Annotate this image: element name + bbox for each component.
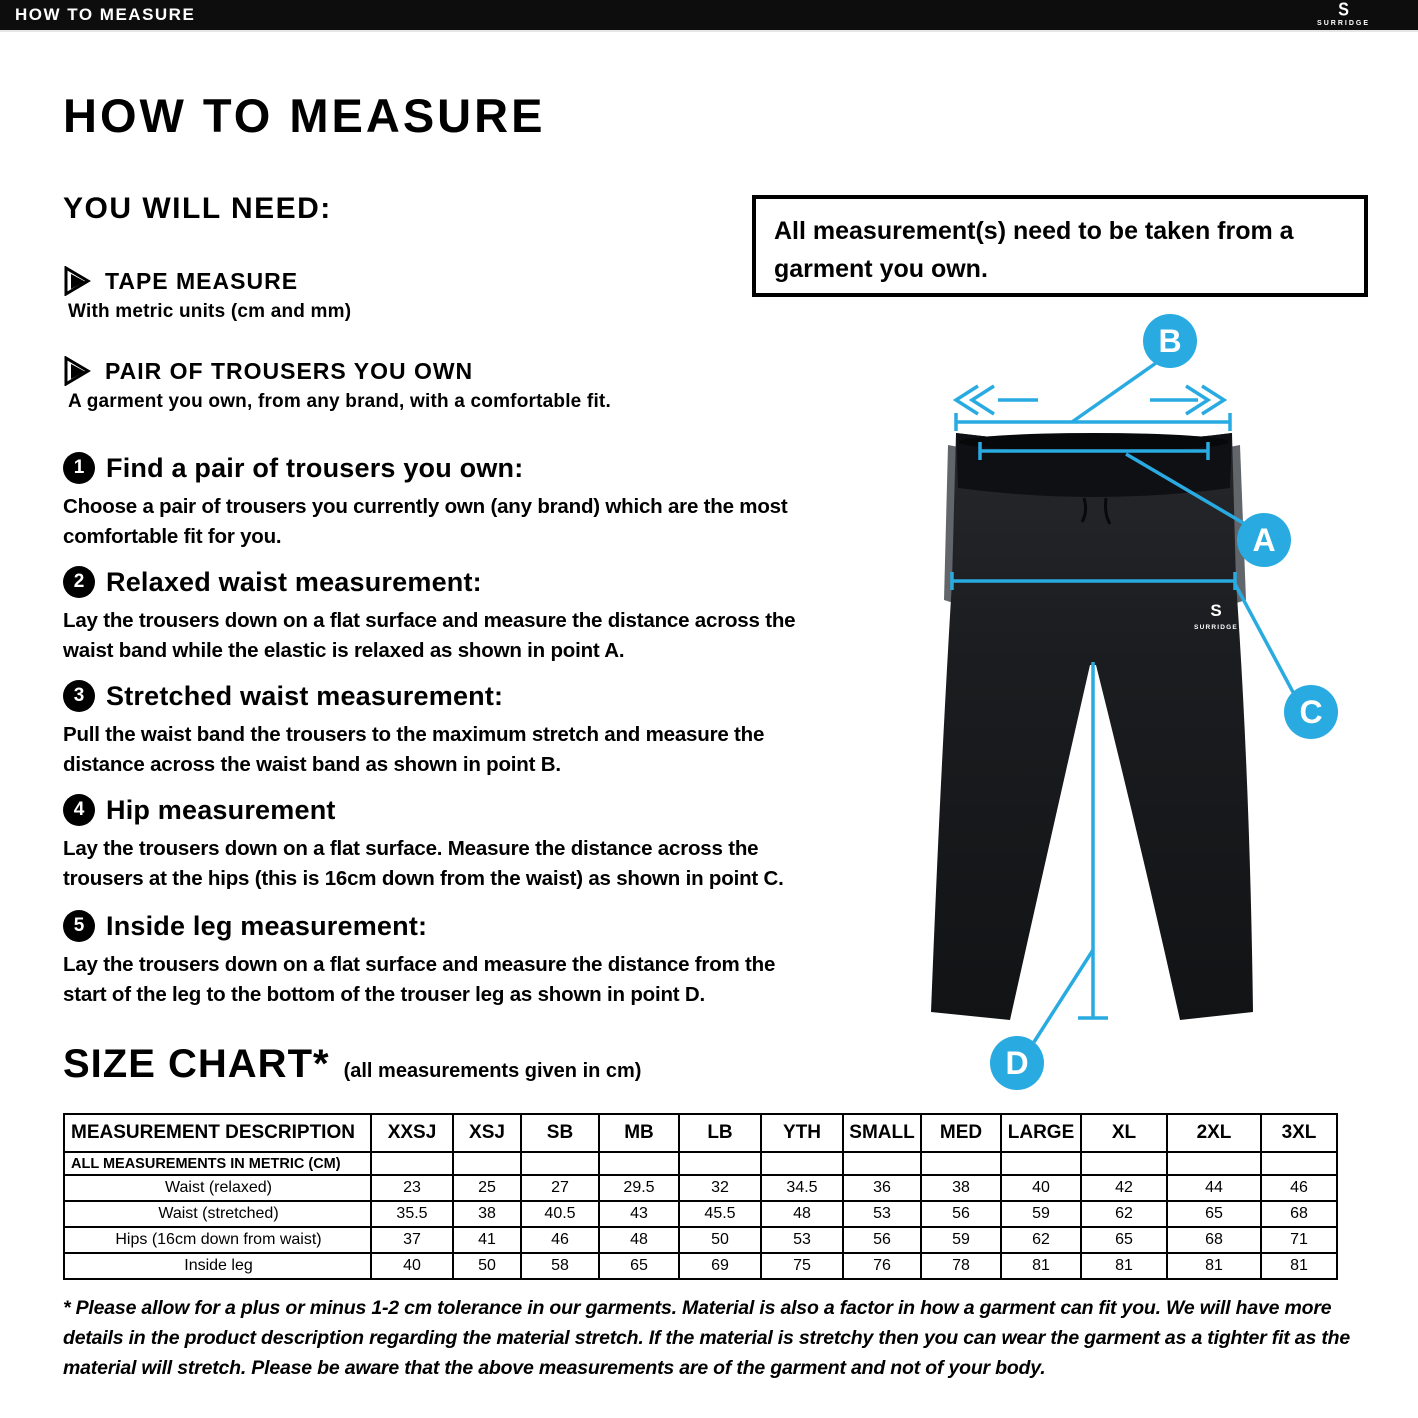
measurement-value: 35.5: [371, 1201, 453, 1227]
measurement-value: 44: [1167, 1175, 1261, 1201]
need-item-desc: With metric units (cm and mm): [68, 301, 352, 322]
measurement-value: 56: [921, 1201, 1001, 1227]
step-number-badge: 3: [63, 680, 95, 712]
col-header-description: MEASUREMENT DESCRIPTION: [64, 1114, 371, 1152]
col-header-size: LARGE: [1001, 1114, 1081, 1152]
measurement-value: 34.5: [761, 1175, 843, 1201]
step-title: Inside leg measurement:: [106, 910, 428, 941]
step-number-badge: 4: [63, 794, 95, 826]
measurement-value: 78: [921, 1253, 1001, 1279]
step-body: Choose a pair of trousers you currently own (any brand) which are the most comfortable fit for you.: [63, 495, 788, 549]
measurement-value: 58: [521, 1253, 599, 1279]
measurement-value: 76: [843, 1253, 921, 1279]
empty-cell: [843, 1152, 921, 1175]
measurement-value: 50: [679, 1227, 761, 1253]
step-body: Lay the trousers down on a flat surface and measure the distance from the start of the leg to the bottom of the trouser leg as shown in point D.: [63, 953, 776, 1007]
measurement-value: 56: [843, 1227, 921, 1253]
step-body: Lay the trousers down on a flat surface and measure the distance across the waist band while the elastic is relaxed as shown in point A.: [63, 609, 796, 663]
measurement-value: 59: [921, 1227, 1001, 1253]
col-header-size: LB: [679, 1114, 761, 1152]
measurement-value: 42: [1081, 1175, 1167, 1201]
step-body: Pull the waist band the trousers to the maximum stretch and measure the distance across the waist band as shown in point B.: [63, 723, 765, 777]
col-header-size: XL: [1081, 1114, 1167, 1152]
measurement-value: 71: [1261, 1227, 1337, 1253]
table-row: [64, 1201, 1337, 1227]
need-item-label: PAIR OF TROUSERS YOU OWN: [105, 357, 474, 384]
step-title: Find a pair of trousers you own:: [106, 452, 524, 483]
measurement-value: 37: [371, 1227, 453, 1253]
measurement-value: 32: [679, 1175, 761, 1201]
row-label: Waist (relaxed): [64, 1175, 371, 1201]
measurement-value: 75: [761, 1253, 843, 1279]
measurement-value: 46: [521, 1227, 599, 1253]
size-chart-title: SIZE CHART*: [63, 1042, 330, 1086]
measurement-value: 65: [599, 1253, 679, 1279]
row-label: Hips (16cm down from waist): [64, 1227, 371, 1253]
measurement-value: 36: [843, 1175, 921, 1201]
measurement-value: 40: [371, 1253, 453, 1279]
measurement-value: 53: [761, 1227, 843, 1253]
point-d-label: D: [1005, 1045, 1029, 1081]
play-triangle-icon: [63, 356, 93, 386]
step-5: [63, 910, 853, 1010]
row-label: Inside leg: [64, 1253, 371, 1279]
leader-line-d: [1034, 950, 1093, 1042]
measurement-value: 81: [1261, 1253, 1337, 1279]
measurement-value: 62: [1081, 1201, 1167, 1227]
size-chart-note: (all measurements given in cm): [343, 1060, 642, 1082]
trousers-measurement-diagram: [898, 300, 1373, 1100]
step-body: Lay the trousers down on a flat surface. Measure the distance across the trousers at the hips (this is 16cm down from the waist) as shown in point C.: [63, 837, 784, 891]
measurement-value: 81: [1081, 1253, 1167, 1279]
step-1: [63, 452, 853, 552]
svg-text:SURRIDGE: SURRIDGE: [1194, 624, 1238, 631]
need-item-label: TAPE MEASURE: [105, 267, 299, 294]
col-header-size: XSJ: [453, 1114, 521, 1152]
measurement-value: 53: [843, 1201, 921, 1227]
surridge-logo-text: SURRIDGE: [1317, 20, 1370, 27]
col-header-size: 2XL: [1167, 1114, 1261, 1152]
empty-cell: [921, 1152, 1001, 1175]
measurement-value: 65: [1081, 1227, 1167, 1253]
measurement-value: 40.5: [521, 1201, 599, 1227]
col-header-size: XXSJ: [371, 1114, 453, 1152]
measurement-value: 23: [371, 1175, 453, 1201]
subheader-cell: ALL MEASUREMENTS IN METRIC (CM): [64, 1152, 371, 1175]
col-header-size: SB: [521, 1114, 599, 1152]
page-title: HOW TO MEASURE: [63, 89, 546, 142]
col-header-size: YTH: [761, 1114, 843, 1152]
empty-cell: [1001, 1152, 1081, 1175]
need-item-desc: A garment you own, from any brand, with a comfortable fit.: [68, 391, 611, 412]
empty-cell: [679, 1152, 761, 1175]
measurement-value: 45.5: [679, 1201, 761, 1227]
col-header-size: 3XL: [1261, 1114, 1337, 1152]
table-row: [64, 1227, 1337, 1253]
leader-line-c: [1235, 584, 1294, 694]
measurement-value: 50: [453, 1253, 521, 1279]
measurement-value: 68: [1167, 1227, 1261, 1253]
measurement-value: 40: [1001, 1175, 1081, 1201]
play-triangle-icon: [63, 266, 93, 296]
measurement-value: 41: [453, 1227, 521, 1253]
table-row: [64, 1253, 1337, 1279]
measurement-value: 27: [521, 1175, 599, 1201]
step-4: [63, 794, 853, 894]
you-will-need-heading: YOU WILL NEED:: [63, 192, 332, 225]
measurement-value: 68: [1261, 1201, 1337, 1227]
col-header-size: MED: [921, 1114, 1001, 1152]
empty-cell: [599, 1152, 679, 1175]
measurement-value: 46: [1261, 1175, 1337, 1201]
col-header-size: MB: [599, 1114, 679, 1152]
waist-opening: [959, 433, 1229, 451]
svg-text:S: S: [1210, 601, 1222, 620]
tolerance-footnote: * Please allow for a plus or minus 1-2 cm tolerance in our garments. Material is also a factor in how a garment can fit you. We will have more details in the product description regarding the material stretch. If the material is stretchy then you can wear the garment as a tighter fit as the material will stretch. Please be aware that the above measurements are of the garment and not of your body.: [63, 1297, 1350, 1380]
top-bar-title: HOW TO MEASURE: [15, 5, 196, 24]
empty-cell: [453, 1152, 521, 1175]
measurement-value: 81: [1001, 1253, 1081, 1279]
step-3: [63, 680, 853, 780]
step-number-badge: 5: [63, 910, 95, 942]
measurement-value: 48: [761, 1201, 843, 1227]
measurement-value: 62: [1001, 1227, 1081, 1253]
surridge-logo: [1317, 0, 1370, 27]
empty-cell: [521, 1152, 599, 1175]
measurement-value: 29.5: [599, 1175, 679, 1201]
notice-box: All measurement(s) need to be taken from a garment you own.: [752, 195, 1368, 297]
surridge-logo-icon: S: [1338, 0, 1349, 21]
point-a-label: A: [1252, 522, 1276, 558]
measurement-value: 48: [599, 1227, 679, 1253]
step-title: Stretched waist measurement:: [106, 680, 504, 711]
measurement-value: 59: [1001, 1201, 1081, 1227]
empty-cell: [761, 1152, 843, 1175]
step-number-badge: 1: [63, 452, 95, 484]
empty-cell: [1261, 1152, 1337, 1175]
measurement-value: 38: [453, 1201, 521, 1227]
step-number-badge: 2: [63, 566, 95, 598]
top-bar: [0, 0, 1418, 32]
table-row: [64, 1175, 1337, 1201]
measurement-value: 65: [1167, 1201, 1261, 1227]
measurement-value: 38: [921, 1175, 1001, 1201]
empty-cell: [1167, 1152, 1261, 1175]
measurement-value: 81: [1167, 1253, 1261, 1279]
col-header-size: SMALL: [843, 1114, 921, 1152]
measurement-value: 25: [453, 1175, 521, 1201]
step-title: Relaxed waist measurement:: [106, 566, 482, 597]
point-b-label: B: [1158, 323, 1182, 359]
measurement-value: 69: [679, 1253, 761, 1279]
leader-line-b: [1072, 363, 1156, 422]
empty-cell: [371, 1152, 453, 1175]
measurement-value: 43: [599, 1201, 679, 1227]
step-2: [63, 566, 853, 666]
size-chart-table: [63, 1113, 1338, 1280]
row-label: Waist (stretched): [64, 1201, 371, 1227]
size-chart-table-wrap: [63, 1113, 1338, 1280]
need-item-trousers: [63, 356, 763, 413]
point-c-label: C: [1299, 694, 1323, 730]
need-item-tape-measure: [63, 266, 763, 323]
step-title: Hip measurement: [106, 794, 336, 825]
arrow-left-chevron: [972, 386, 994, 414]
empty-cell: [1081, 1152, 1167, 1175]
size-chart-heading: [63, 1042, 641, 1087]
